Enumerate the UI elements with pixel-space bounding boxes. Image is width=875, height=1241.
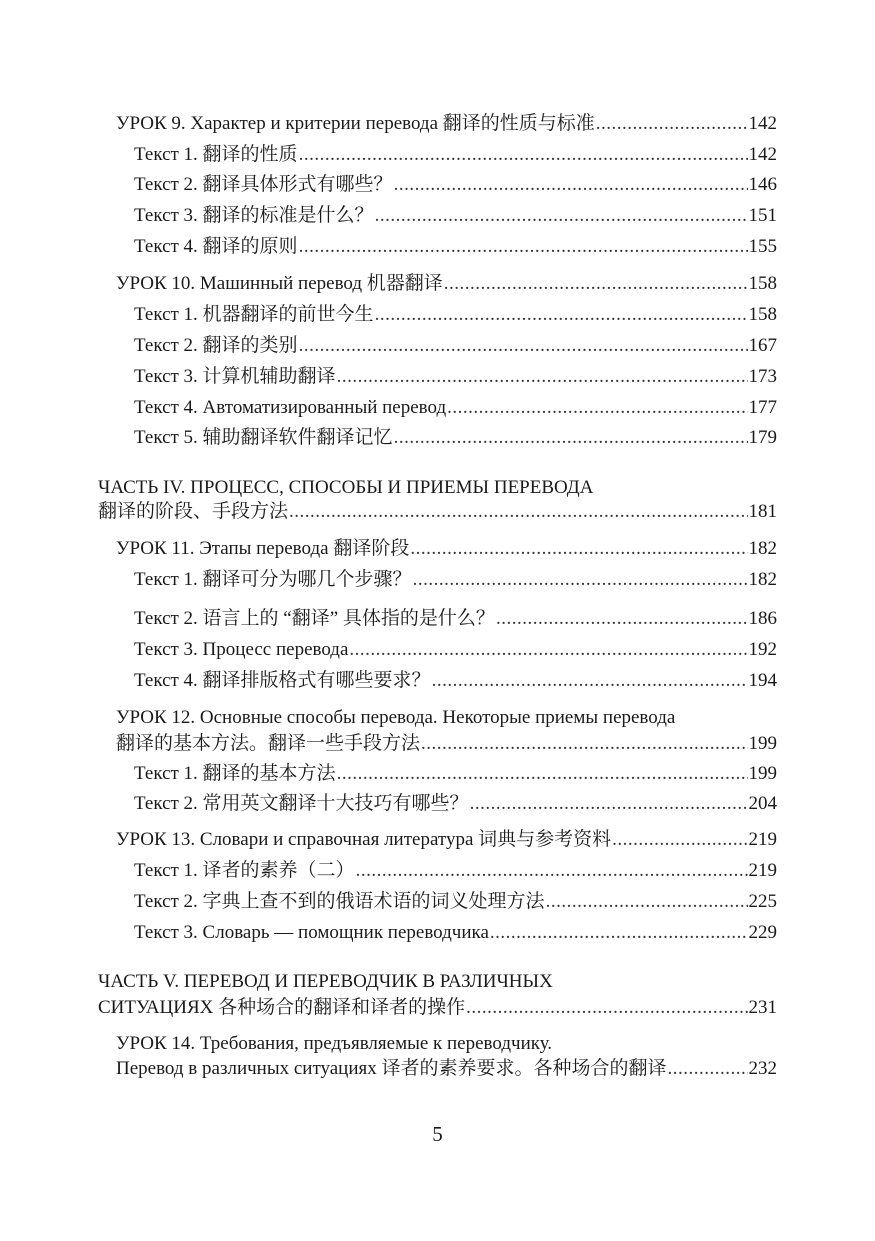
toc-entry-text xyxy=(0,566,875,594)
entry-page: 192 xyxy=(748,639,777,660)
dot-leader xyxy=(546,888,748,916)
dot-leader xyxy=(349,636,747,664)
entry-page: 225 xyxy=(748,891,777,912)
dot-leader xyxy=(490,919,748,947)
toc-entry-lesson-13 xyxy=(0,826,875,854)
toc-entry-text xyxy=(0,790,875,818)
entry-title: УРОК 9. Характер и критерии перевода 翻译的性质与标准 xyxy=(116,113,595,134)
toc-entry-text xyxy=(0,760,875,788)
entry-title: Текст 4. 翻译的原则 xyxy=(134,236,298,257)
entry-title: Текст 1. 译者的素养（二） xyxy=(134,860,355,881)
entry-title: Текст 5. 辅助翻译软件翻译记忆 xyxy=(134,427,393,448)
toc-entry-text xyxy=(0,424,875,452)
entry-page: 182 xyxy=(748,569,777,590)
entry-page: 182 xyxy=(748,538,777,559)
dot-leader xyxy=(447,394,747,422)
toc-entry-lesson-14 xyxy=(0,1055,875,1083)
dot-leader xyxy=(375,301,748,329)
dot-leader xyxy=(444,270,748,298)
entry-page: 232 xyxy=(748,1058,777,1079)
dot-leader xyxy=(413,566,748,594)
toc-entry-text xyxy=(0,919,875,947)
dot-leader xyxy=(421,730,747,758)
entry-page: 219 xyxy=(748,860,777,881)
entry-title: УРОК 10. Машинный перевод 机器翻译 xyxy=(116,273,443,294)
dot-leader xyxy=(337,760,748,788)
toc-part-4-heading: ЧАСТЬ IV. ПРОЦЕСС, СПОСОБЫ И ПРИЕМЫ ПЕРЕВОДА xyxy=(98,477,594,498)
entry-title: Текст 2. 翻译具体形式有哪些？ xyxy=(134,174,393,195)
dot-leader xyxy=(289,498,747,526)
dot-leader xyxy=(299,233,748,261)
entry-page: 219 xyxy=(748,829,777,850)
entry-page: 142 xyxy=(748,144,777,165)
entry-page: 179 xyxy=(748,427,777,448)
entry-page: 167 xyxy=(748,335,777,356)
toc-entry-lesson-12 xyxy=(0,730,875,758)
entry-page: 173 xyxy=(748,366,777,387)
toc-lesson-12-heading: УРОК 12. Основные способы перевода. Некоторые приемы перевода xyxy=(116,707,676,728)
toc-entry-text xyxy=(0,667,875,695)
toc-entry-text xyxy=(0,233,875,261)
toc-entry-text xyxy=(0,605,875,633)
entry-page: 199 xyxy=(748,763,777,784)
dot-leader xyxy=(612,826,747,854)
dot-leader xyxy=(432,667,748,695)
toc-entry-part-5 xyxy=(0,994,875,1022)
toc-entry-text xyxy=(0,857,875,885)
entry-page: 186 xyxy=(748,608,777,629)
entry-page: 199 xyxy=(748,733,777,754)
toc-entry-text xyxy=(0,141,875,169)
entry-page: 151 xyxy=(748,205,777,226)
toc-entry-text xyxy=(0,301,875,329)
entry-title: Текст 1. 翻译可分为哪几个步骤？ xyxy=(134,569,412,590)
entry-title: Текст 1. 翻译的基本方法 xyxy=(134,763,336,784)
entry-title: Текст 1. 机器翻译的前世今生 xyxy=(134,304,374,325)
entry-title: Текст 4. 翻译排版格式有哪些要求？ xyxy=(134,670,431,691)
dot-leader xyxy=(375,202,748,230)
toc-entry-lesson-9 xyxy=(0,110,875,138)
entry-title: 翻译的阶段、手段方法 xyxy=(98,501,289,522)
dot-leader xyxy=(596,110,748,138)
entry-title: УРОК 11. Этапы перевода 翻译阶段 xyxy=(116,538,410,559)
dot-leader xyxy=(394,424,748,452)
toc-entry-text xyxy=(0,363,875,391)
entry-title: Текст 2. 常用英文翻译十大技巧有哪些？ xyxy=(134,793,469,814)
dot-leader xyxy=(466,994,747,1022)
entry-page: 146 xyxy=(748,174,777,195)
toc-entry-text xyxy=(0,394,875,422)
entry-title: УРОК 13. Словари и справочная литература 词典与参考资料 xyxy=(116,829,612,850)
entry-title: Текст 2. 语言上的 “翻译” 具体指的是什么？ xyxy=(134,608,495,629)
toc-entry-text xyxy=(0,888,875,916)
dot-leader xyxy=(394,171,748,199)
entry-title: Текст 2. 翻译的类别 xyxy=(134,335,298,356)
toc-entry-lesson-11 xyxy=(0,535,875,563)
dot-leader xyxy=(410,535,747,563)
entry-page: 142 xyxy=(748,113,777,134)
dot-leader xyxy=(337,363,748,391)
toc-lesson-14-heading: УРОК 14. Требования, предъявляемые к переводчику. xyxy=(116,1033,553,1054)
toc-entry-part-4 xyxy=(0,498,875,526)
entry-page: 177 xyxy=(748,397,777,418)
entry-title: 翻译的基本方法。翻译一些手段方法 xyxy=(116,733,421,754)
entry-title: Перевод в различных ситуациях 译者的素养要求。各种场合的翻译 xyxy=(116,1058,667,1079)
entry-title: Текст 3. 翻译的标准是什么？ xyxy=(134,205,374,226)
entry-title: Текст 1. 翻译的性质 xyxy=(134,144,298,165)
dot-leader xyxy=(496,605,748,633)
entry-page: 158 xyxy=(748,273,777,294)
dot-leader xyxy=(470,790,748,818)
entry-title: Текст 3. Словарь — помощник переводчика xyxy=(134,922,489,943)
dot-leader xyxy=(668,1055,748,1083)
entry-title: Текст 3. 计算机辅助翻译 xyxy=(134,366,336,387)
entry-title: Текст 3. Процесс перевода xyxy=(134,639,349,660)
toc-part-5-heading: ЧАСТЬ V. ПЕРЕВОД И ПЕРЕВОДЧИК В РАЗЛИЧНЫХ xyxy=(98,971,553,992)
dot-leader xyxy=(299,141,748,169)
toc-entry-text xyxy=(0,332,875,360)
entry-page: 181 xyxy=(748,501,777,522)
toc-entry-text xyxy=(0,636,875,664)
toc-entry-text xyxy=(0,202,875,230)
entry-page: 229 xyxy=(748,922,777,943)
dot-leader xyxy=(299,332,748,360)
toc-entry-text xyxy=(0,171,875,199)
entry-title: СИТУАЦИЯХ 各种场合的翻译和译者的操作 xyxy=(98,997,466,1018)
entry-title: Текст 4. Автоматизированный перевод xyxy=(134,397,447,418)
dot-leader xyxy=(356,857,748,885)
entry-page: 194 xyxy=(748,670,777,691)
entry-page: 204 xyxy=(748,793,777,814)
toc-entry-lesson-10 xyxy=(0,270,875,298)
entry-page: 231 xyxy=(748,997,777,1018)
page-number: 5 xyxy=(432,1122,443,1146)
entry-title: Текст 2. 字典上查不到的俄语术语的词义处理方法 xyxy=(134,891,545,912)
entry-page: 158 xyxy=(748,304,777,325)
entry-page: 155 xyxy=(748,236,777,257)
